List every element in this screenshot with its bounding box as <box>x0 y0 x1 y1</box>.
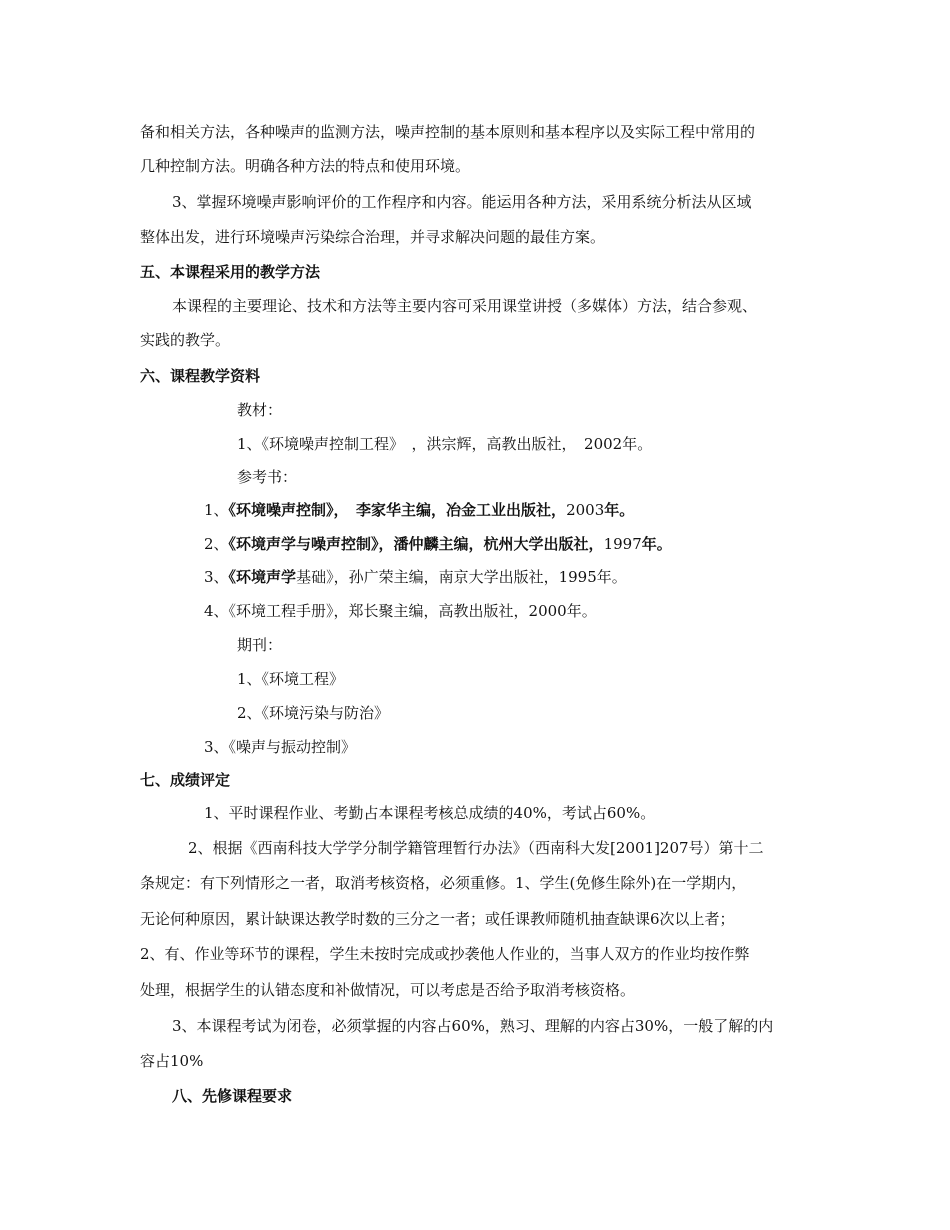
reference-number: 1、 <box>204 501 229 519</box>
reference-text: 《环境噪声控制》， 李家华主编，冶金工业出版社， <box>228 501 567 519</box>
reference-text: 《环境声学 <box>228 568 297 586</box>
textbook-label: 教材： <box>237 401 283 419</box>
paragraph-line: 1、平时课程作业、考勤占本课程考核总成绩的40%，考试占60%。 <box>204 804 656 822</box>
reference-number: 3、 <box>204 568 229 586</box>
paragraph-line: 条规定：有下列情形之一者，取消考核资格，必须重修。1、学生(免修生除外)在一学期内， <box>140 874 747 892</box>
paragraph-line: 本课程的主要理论、技术和方法等主要内容可采用课堂讲授（多媒体）方法，结合参观、 <box>172 297 758 315</box>
reference-number: 2、 <box>204 535 229 553</box>
paragraph-line: 3、本课程考试为闭卷，必须掌握的内容占60%，熟习、理解的内容占30%，一般了解的内 <box>172 1017 774 1035</box>
reference-text: 《环境声学与噪声控制》，潘仲麟主编，杭州大学出版社， <box>228 535 604 553</box>
journal-item: 2、《环境污染与防治》 <box>237 704 390 722</box>
paragraph-line: 2、有、作业等环节的课程，学生未按时完成或抄袭他人作业的，当事人双方的作业均按作弊 <box>140 945 750 963</box>
paragraph-line: 整体出发，进行环境噪声污染综合治理，并寻求解决问题的最佳方案。 <box>140 228 606 246</box>
paragraph-line: 无论何种原因，累计缺课达教学时数的三分之一者；或任课教师随机抽查缺课6次以上者； <box>140 910 735 928</box>
reference-suffix: 年。 <box>604 501 635 519</box>
reference-item <box>204 500 634 520</box>
paragraph-line: 2、根据《西南科技大学学分制学籍管理暂行办法》（西南科大发[2001]207号）第十二 <box>188 839 764 857</box>
reference-text: 基础》，孙广荣主编，南京大学出版社，1995年。 <box>296 568 627 586</box>
reference-item <box>204 534 672 554</box>
paragraph-line: 实践的教学。 <box>140 331 231 349</box>
section-heading: 八、先修课程要求 <box>172 1087 293 1105</box>
reference-year: 1997 <box>603 535 642 553</box>
reference-suffix: 年。 <box>641 535 672 553</box>
journal-label: 期刊： <box>237 636 283 654</box>
section-heading: 五、本课程采用的教学方法 <box>140 263 321 281</box>
journal-item: 1、《环境工程》 <box>237 670 345 688</box>
paragraph-line: 备和相关方法，各种噪声的监测方法，噪声控制的基本原则和基本程序以及实际工程中常用的 <box>140 123 756 141</box>
section-heading: 七、成绩评定 <box>140 771 231 789</box>
reference-label: 参考书： <box>237 468 298 486</box>
textbook-item: 1、《环境噪声控制工程》 ，洪宗辉，高教出版社， 2002年。 <box>237 435 653 453</box>
paragraph-line: 处理，根据学生的认错态度和补做情况，可以考虑是否给予取消考核资格。 <box>140 981 636 999</box>
paragraph-line: 3、掌握环境噪声影响评价的工作程序和内容。能运用各种方法，采用系统分析法从区域 <box>172 193 752 211</box>
reference-year: 2003 <box>566 501 605 519</box>
section-heading: 六、课程教学资料 <box>140 367 261 385</box>
reference-item: 4、《环境工程手册》，郑长聚主编，高教出版社，2000年。 <box>204 602 597 620</box>
reference-item <box>204 567 627 587</box>
journal-item: 3、《噪声与振动控制》 <box>204 738 357 756</box>
paragraph-line: 容占10% <box>140 1052 204 1070</box>
paragraph-line: 几种控制方法。明确各种方法的特点和使用环境。 <box>140 157 471 175</box>
